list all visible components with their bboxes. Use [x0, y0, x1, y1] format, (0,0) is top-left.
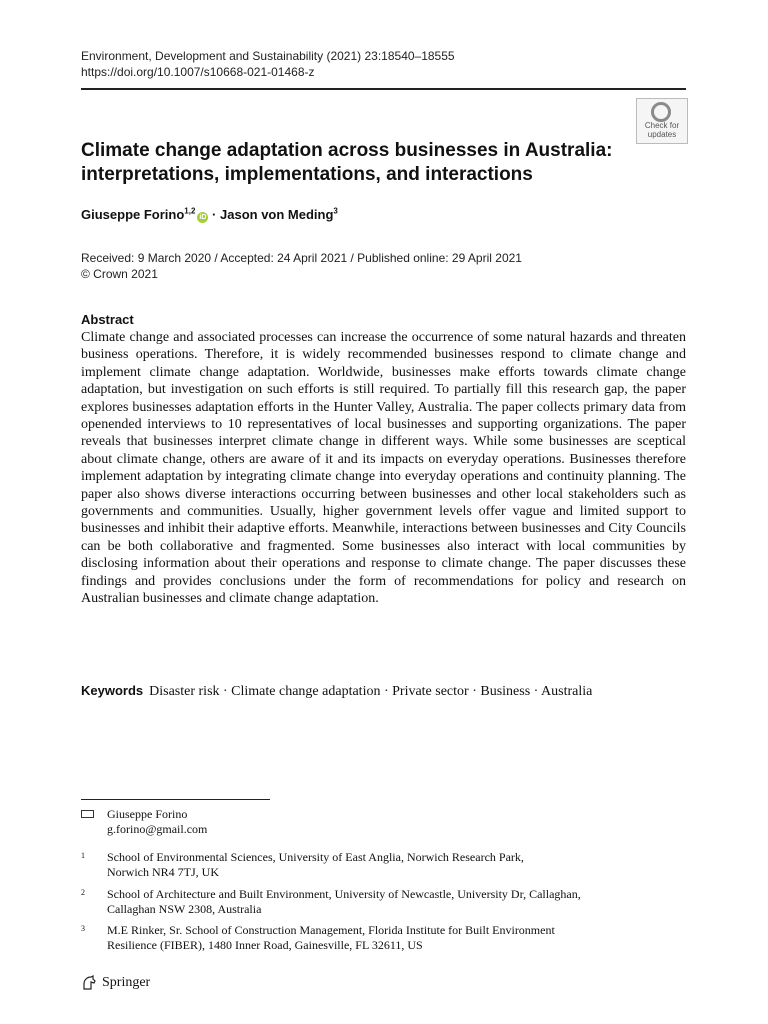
keywords-label: Keywords — [81, 683, 144, 698]
author-list — [81, 206, 338, 224]
envelope-icon — [81, 810, 94, 818]
affiliation-line: School of Environmental Sciences, University of East Anglia, Norwich Research Park, — [107, 850, 524, 864]
affiliation-line: Resilience (FIBER), 1480 Inner Road, Gainesville, FL 32611, US — [107, 938, 423, 952]
footnote-rule — [81, 799, 270, 800]
keywords — [81, 682, 686, 701]
journal-citation — [81, 48, 455, 80]
check-for-updates-badge[interactable] — [636, 98, 688, 144]
contact-email[interactable]: g.forino@gmail.com — [107, 822, 208, 836]
author-affiliation-sup: 3 — [333, 206, 338, 216]
check-for-updates-icon — [651, 102, 671, 122]
abstract-heading: Abstract — [81, 312, 134, 327]
publisher-name: Springer — [102, 975, 151, 990]
title-line1: Climate change adaptation across businesses in Australia: — [81, 140, 613, 161]
author-affiliation-sup: 1,2 — [184, 206, 196, 216]
header-rule — [81, 88, 686, 90]
doi-link[interactable]: https://doi.org/10.1007/s10668-021-01468-z — [81, 65, 315, 79]
affiliation-number: 3 — [81, 924, 85, 933]
affiliation-number: 1 — [81, 851, 85, 860]
abstract-text: Climate change and associated processes can increase the occurrence of some natural hazards and threaten business operations. Therefore, it is widely recommended businesses respond to climate change and implement climate change adaptation. Worldwide, businesses make efforts towards climate change adaptation, but investigation on such efforts is still required. To partially fill this research gap, the paper explores businesses adaptation efforts in the Hunter Valley, Australia. The paper collects primary data from openended interviews to 10 representatives of local businesses and supporting organizations. The paper reveals that businesses interpret climate change in different ways. While some businesses are sceptical about climate change, others are aware of it and its impacts on everyday operations. Businesses therefore implement adaptation by integrating climate change into everyday operations and continuity planning. The paper also shows diverse interactions occurring between businesses and other local stakeholders such as governments and communities. Usually, higher government levels offer vague and limited support to businesses and inhibit their adaptive efforts. Meanwhile, interactions between businesses and City Councils can be both collaborative and fragmented. Some businesses also interact with local communities by disclosing information about their operations and response to climate change. The paper discusses these findings and provides conclusions under the form of recommendations for policy and research on Australian businesses and climate change adaptation. — [81, 330, 686, 607]
copyright-line: © Crown 2021 — [81, 267, 158, 281]
badge-line2: updates — [647, 130, 677, 139]
author-name[interactable]: Jason von Meding — [220, 207, 334, 222]
springer-horse-icon — [81, 975, 97, 991]
affiliation-line: M.E Rinker, Sr. School of Construction Management, Florida Institute for Built Environment — [107, 923, 555, 937]
publication-dates — [81, 250, 522, 282]
affiliation-line: Norwich NR4 7TJ, UK — [107, 865, 219, 879]
affiliation-line: School of Architecture and Built Environment, University of Newcastle, University Dr, Callaghan, — [107, 887, 581, 901]
author-name[interactable]: Giuseppe Forino — [81, 207, 185, 222]
badge-line1: Check for — [644, 121, 680, 130]
dates-line: Received: 9 March 2020 / Accepted: 24 April 2021 / Published online: 29 April 2021 — [81, 251, 522, 265]
orcid-icon[interactable]: iD — [199, 214, 207, 221]
article-title — [81, 139, 641, 187]
affiliation-number: 2 — [81, 888, 85, 897]
author-separator: · — [212, 207, 217, 222]
affiliation-line: Callaghan NSW 2308, Australia — [107, 902, 262, 916]
journal-line: Environment, Development and Sustainability (2021) 23:18540–18555 — [81, 49, 455, 63]
contact-name: Giuseppe Forino — [107, 807, 188, 821]
keywords-text: Disaster risk · Climate change adaptation · Private sector · Business · Australia — [149, 684, 593, 699]
title-line2: interpretations, implementations, and interactions — [81, 164, 533, 185]
